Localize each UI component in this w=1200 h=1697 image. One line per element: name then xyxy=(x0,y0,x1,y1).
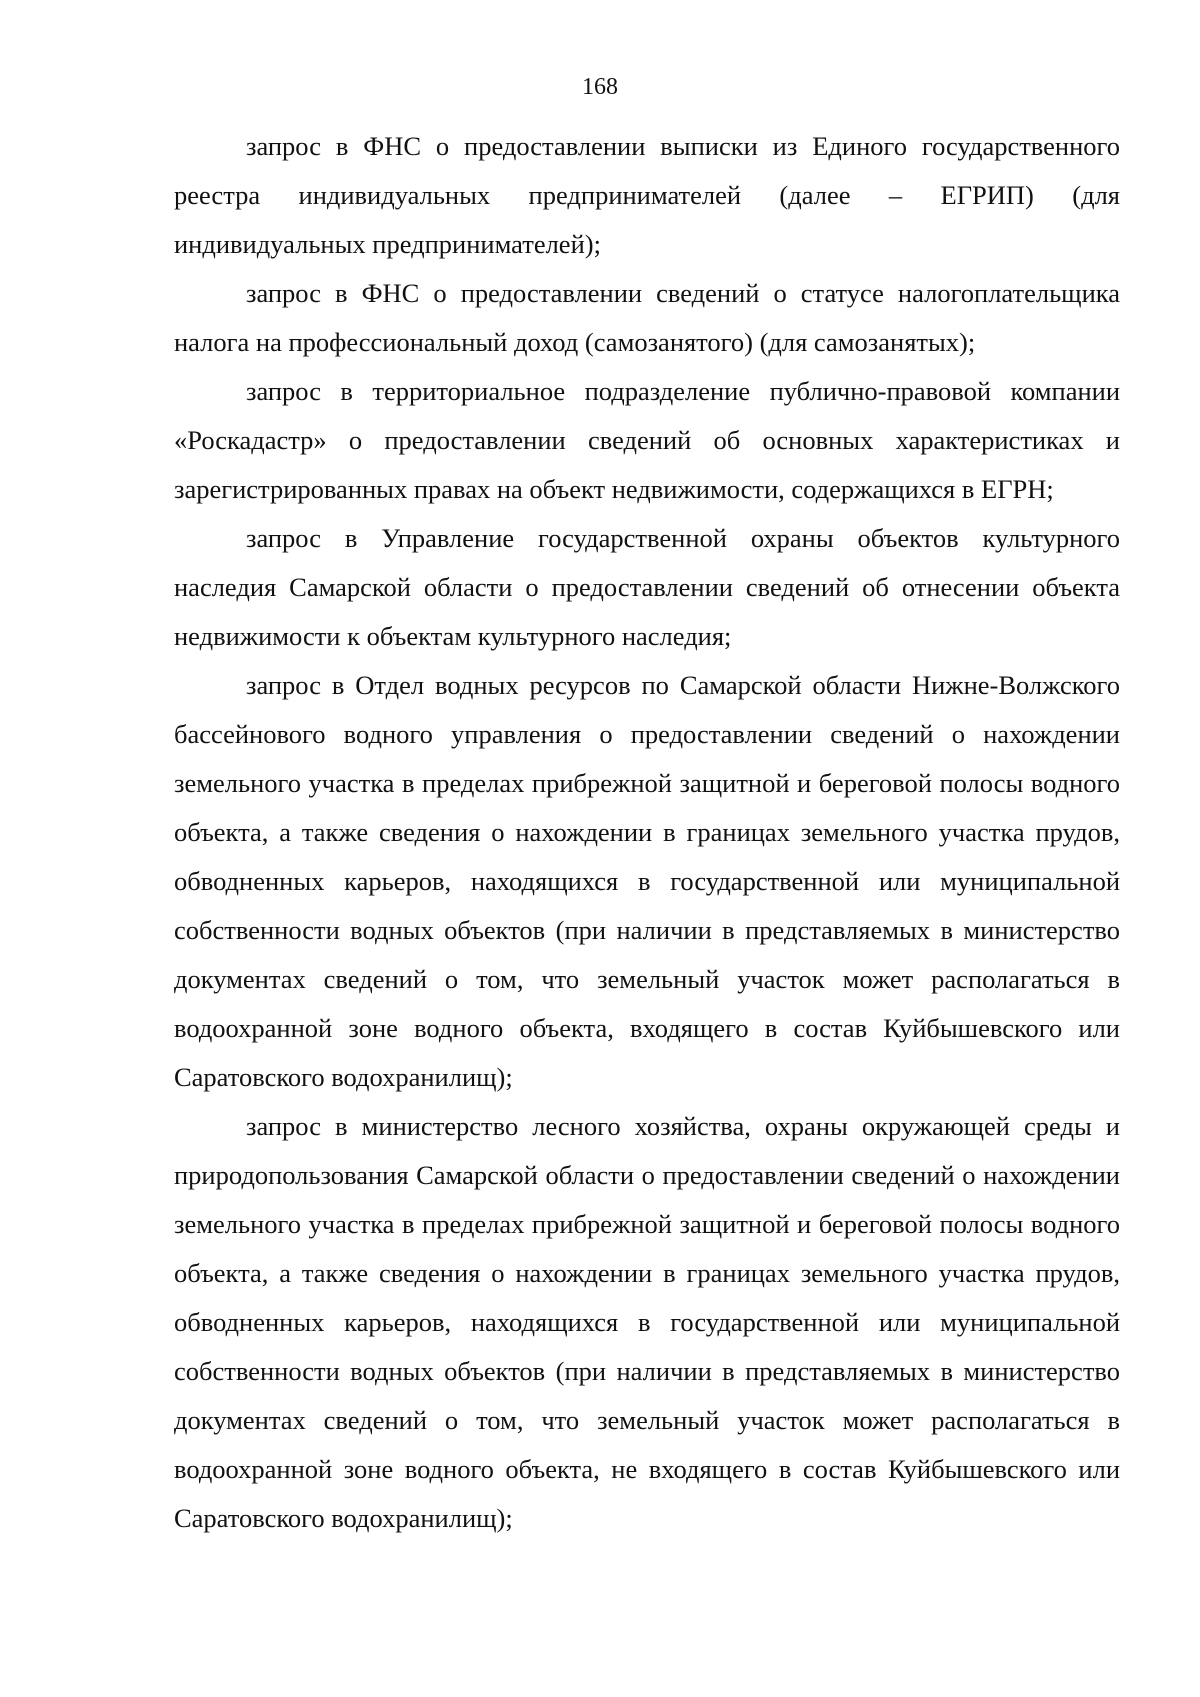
paragraph-egrip-request: запрос в ФНС о предоставлении выписки из Единого государственного реестра индивидуальных предпринимателей (далее – ЕГРИП) (для индивидуальных предпринимателей); xyxy=(174,131,1120,259)
paragraph-water-resources-request: запрос в Отдел водных ресурсов по Самарской области Нижне-Волжского бассейнового водного управления о предоставлении сведений о нахождении земельного участка в пределах прибрежной защитной и береговой полосы водного объекта, а также сведения о нахождении в границах земельного участка прудов, обводненных карьеров, находящихся в государственной или муниципальной собственности водных объектов (при наличии в представляемых в министерство документах сведений о том, что земельный участок может располагаться в водоохранной зоне водного объекта, входящего в состав Куйбышевского или Саратовского водохранилищ); xyxy=(174,670,1120,1092)
paragraph-self-employed-request: запрос в ФНС о предоставлении сведений о статусе налогоплательщика налога на профессиональный доход (самозанятого) (для самозанятых); xyxy=(174,278,1120,357)
paragraph-forestry-ministry-request: запрос в министерство лесного хозяйства, охраны окружающей среды и природопользования Самарской области о предоставлении сведений о нахождении земельного участка в пределах прибрежной защитной и береговой полосы водного объекта, а также сведения о нахождении в границах земельного участка прудов, обводненных карьеров, находящихся в государственной или муниципальной собственности водных объектов (при наличии в представляемых в министерство документах сведений о том, что земельный участок может располагаться в водоохранной зоне водного объекта, не входящего в состав Куйбышевского или Саратовского водохранилищ); xyxy=(174,1111,1120,1533)
page-number: 168 xyxy=(582,74,618,100)
paragraph-cultural-heritage-request: запрос в Управление государственной охраны объектов культурного наследия Самарской области о предоставлении сведений об отнесении объекта недвижимости к объектам культурного наследия; xyxy=(174,523,1120,651)
document-body xyxy=(174,122,1120,1543)
paragraph-roskadastr-request: запрос в территориальное подразделение публично-правовой компании «Роскадастр» о предоставлении сведений об основных характеристиках и зарегистрированных правах на объект недвижимости, содержащихся в ЕГРН; xyxy=(174,376,1120,504)
